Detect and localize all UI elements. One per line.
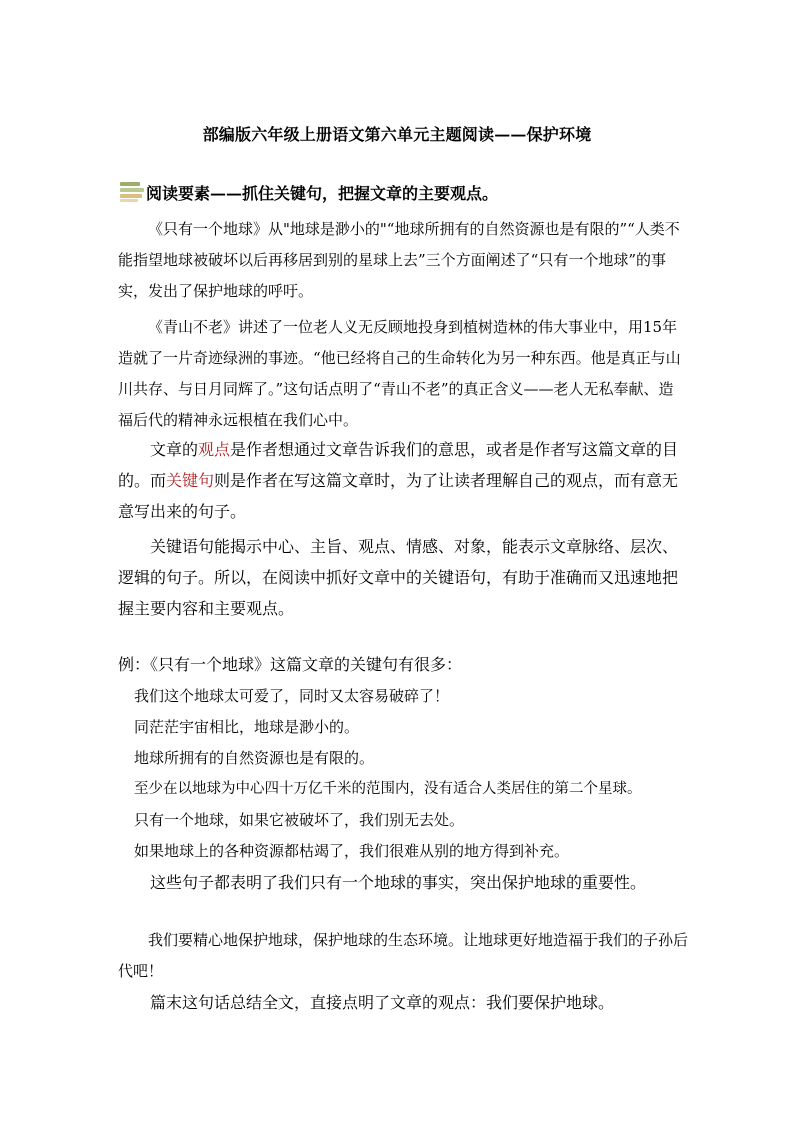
text-run: 文章的 (150, 440, 199, 459)
paragraph-text: 关键语句能揭示中心、主旨、观点、情感、对象，能表示文章脉络、层次、逻辑的句子。所以，在阅读中抓好文章中的关键语句，有助于准确而又迅速地把握主要内容和主要观点。 (118, 537, 679, 618)
document-title: 部编版六年级上册语文第六单元主题阅读——保护环境 (202, 125, 592, 144)
paragraph-text: 《只有一个地球》从"地球是渺小的"“地球所拥有的自然资源也是有限的”“人类不能指望地球被破坏以后再移居到别的星球上去”三个方面阐述了“只有一个地球”的事实，发出了保护地球的呼吁。 (118, 220, 680, 300)
example-sentence: 我们这个地球太可爱了，同时又太容易破碎了！ (134, 687, 450, 705)
text-run: 则是作者在写这篇文章时，为了让读者理解自己的观点，而有意无意写出来的句子。 (118, 471, 679, 521)
highlight-viewpoint: 观点 (198, 440, 231, 459)
paragraph-text (118, 434, 688, 527)
example-intro: 例：《只有一个地球》这篇文章的关键句有很多： (118, 655, 463, 674)
closing-quote (118, 925, 688, 987)
example-sentence: 同茫茫宇宙相比，地球是渺小的。 (134, 718, 360, 736)
paragraph-text: 我们要精心地保护地球，保护地球的生态环境。让地球更好地造福于我们的子孙后代吧！ (118, 931, 689, 980)
paragraph-key-sentence-function (118, 531, 688, 624)
section-heading-text: 阅读要素——抓住关键句，把握文章的主要观点。 (146, 183, 499, 203)
example-sentence: 如果地球上的各种资源都枯竭了，我们很难从别的地方得到补充。 (134, 842, 570, 860)
highlight-key-sentence: 关键句 (166, 471, 215, 490)
summary-sentence: 这些句子都表明了我们只有一个地球的事实，突出保护地球的重要性。 (150, 873, 647, 892)
paragraph-green-mountain (118, 312, 688, 436)
paragraph-viewpoint-definition (118, 434, 688, 527)
example-sentence: 至少在以地球为中心四十万亿千米的范围内，没有适合人类居住的第二个星球。 (134, 781, 642, 797)
closing-note: 篇末这句话总结全文，直接点明了文章的观点：我们要保护地球。 (150, 993, 615, 1012)
section-heading (120, 180, 498, 204)
book-stack-icon (120, 182, 144, 202)
text-run: 是作者想通过文章告诉我们的意思，或者是作者写这篇文章的目的。而 (118, 440, 679, 490)
example-sentence: 地球所拥有的自然资源也是有限的。 (134, 749, 375, 767)
paragraph-earth-summary (118, 214, 688, 307)
example-sentence: 只有一个地球，如果它被破坏了，我们别无去处。 (134, 811, 465, 829)
paragraph-text: 《青山不老》讲述了一位老人义无反顾地投身到植树造林的伟大事业中，用15年造就了一片奇迹绿洲的事迹。“他已经将自己的生命转化为另一种东西。他是真正与山川共存、与日月同辉了。”这句话点明了“青山不老”的真正含义——老人无私奉献、造福后代的精神永远根植在我们心中。 (118, 318, 681, 429)
